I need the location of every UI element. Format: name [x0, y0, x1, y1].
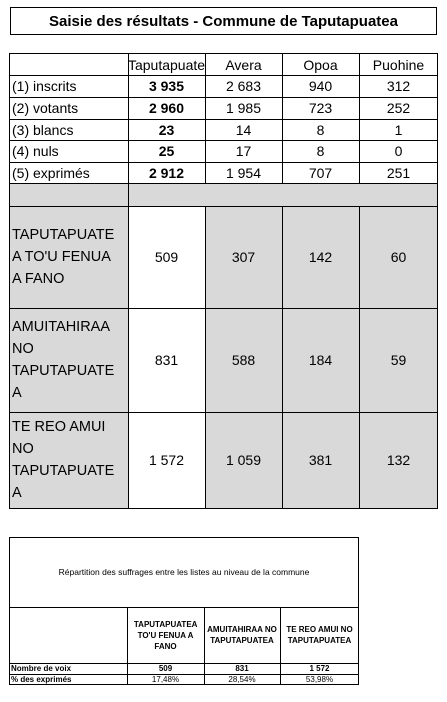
- page-title: Saisie des résultats - Commune de Taputapuatea: [10, 7, 437, 35]
- list-value: 60: [390, 249, 407, 265]
- stat-label-nuls: (4) nuls: [12, 143, 59, 159]
- summary-border: [204, 607, 205, 685]
- stat-value: 312: [386, 78, 411, 94]
- list-value: 1 572: [128, 412, 205, 508]
- stat-value: 3 935: [148, 78, 185, 94]
- summary-border: [280, 607, 281, 685]
- stat-value: 1 954: [225, 164, 262, 181]
- column-header-taputapuatea: Taputapuate: [128, 56, 205, 73]
- column-header-puohine: Puohine: [372, 56, 425, 73]
- summary-border: [127, 607, 128, 685]
- stat-value: 14: [235, 121, 252, 138]
- summary-row-label-pct: % des exprimés: [11, 675, 72, 684]
- grid-line: [437, 53, 438, 509]
- stat-label-blancs: (3) blancs: [12, 121, 74, 138]
- list-label-line: NO: [12, 341, 34, 357]
- summary-list-header: TE REO AMUI NO TAPUTAPUATEA: [286, 625, 353, 645]
- stat-value: 1: [394, 121, 403, 138]
- list-label-line: A: [12, 485, 22, 501]
- list-label-amuitahiraa: [9, 308, 128, 412]
- grid-line: [9, 97, 438, 98]
- list-label-line: TAPUTAPUATE: [12, 463, 115, 479]
- stat-value: 2 912: [148, 164, 185, 181]
- stat-value: 17: [235, 143, 252, 159]
- summary-value: 17,48%: [151, 675, 180, 684]
- summary-list-header: TAPUTAPUATEA TO'U FENUA A FANO: [133, 619, 198, 651]
- stat-value: 25: [158, 143, 175, 159]
- summary-table: [9, 537, 359, 689]
- list-label-line: A FANO: [12, 271, 65, 287]
- list-value: 588: [231, 352, 256, 368]
- list-value: 132: [386, 452, 411, 468]
- stat-label-exprimes: (5) exprimés: [12, 164, 90, 181]
- grid-line: [9, 308, 438, 309]
- stat-value: 23: [158, 121, 175, 138]
- summary-value: 1 572: [309, 664, 330, 673]
- list-label-line: TE REO AMUI: [12, 419, 106, 435]
- grid-line: [282, 206, 283, 509]
- grid-line: [9, 412, 438, 413]
- list-value: 307: [231, 249, 256, 265]
- stat-value: 8: [316, 121, 325, 138]
- summary-value: 53,98%: [305, 675, 334, 684]
- list-value: 381: [308, 452, 333, 468]
- summary-border: [9, 607, 359, 608]
- grid-line: [9, 183, 438, 184]
- summary-border: [9, 674, 359, 675]
- summary-value: 509: [158, 664, 173, 673]
- column-header-opoa: Opoa: [303, 56, 338, 73]
- stat-value: 2 683: [225, 78, 262, 94]
- summary-caption: Répartition des suffrages entre les listes au niveau de la commune: [58, 567, 310, 577]
- summary-border: [9, 663, 359, 664]
- list-label-line: A: [12, 385, 22, 401]
- grid-line: [9, 206, 438, 207]
- list-label-line: TAPUTAPUATE: [12, 227, 115, 243]
- stat-value: 723: [308, 100, 333, 116]
- stat-label-votants: (2) votants: [12, 100, 79, 116]
- grid-line: [205, 206, 206, 509]
- list-value: 59: [390, 352, 407, 368]
- grid-line: [359, 53, 360, 183]
- grid-line: [9, 53, 10, 509]
- list-label-line: AMUITAHIRAA: [12, 319, 111, 335]
- list-label-te-reo-amui: [9, 412, 128, 508]
- separator-row-fill: [9, 183, 438, 206]
- summary-list-header: AMUITAHIRAA NO TAPUTAPUATEA: [207, 625, 277, 645]
- stat-value: 252: [386, 100, 411, 116]
- grid-line: [9, 75, 438, 76]
- list-value: 1 059: [225, 452, 262, 468]
- stat-value: 707: [308, 164, 333, 181]
- grid-line: [282, 53, 283, 183]
- column-header-avera: Avera: [225, 56, 262, 73]
- grid-line: [128, 53, 129, 509]
- stat-value: 0: [394, 143, 403, 159]
- results-table: [9, 53, 438, 509]
- list-value: 184: [308, 352, 333, 368]
- list-label-line: A TO'U FENUA: [12, 249, 111, 265]
- list-label-taputapuatea-tou-fenua: [9, 206, 128, 308]
- grid-line: [9, 162, 438, 163]
- summary-value: 831: [235, 664, 249, 673]
- stat-value: 2 960: [148, 100, 185, 116]
- grid-line: [359, 206, 360, 509]
- grid-line: [9, 140, 438, 141]
- stat-value: 1 985: [225, 100, 262, 116]
- list-value: 142: [308, 249, 333, 265]
- list-label-line: TAPUTAPUATE: [12, 363, 115, 379]
- summary-row-label-voix: Nombre de voix: [11, 664, 72, 673]
- grid-line: [9, 508, 438, 509]
- list-label-line: NO: [12, 441, 34, 457]
- stat-label-inscrits: (1) inscrits: [12, 78, 77, 94]
- list-value: 831: [128, 308, 205, 412]
- grid-line: [9, 119, 438, 120]
- grid-line: [205, 53, 206, 183]
- stat-value: 940: [308, 78, 333, 94]
- grid-line: [9, 53, 438, 54]
- list-value: 509: [128, 206, 205, 308]
- stat-value: 8: [316, 143, 325, 159]
- stat-value: 251: [386, 164, 411, 181]
- summary-value: 28,54%: [228, 675, 256, 684]
